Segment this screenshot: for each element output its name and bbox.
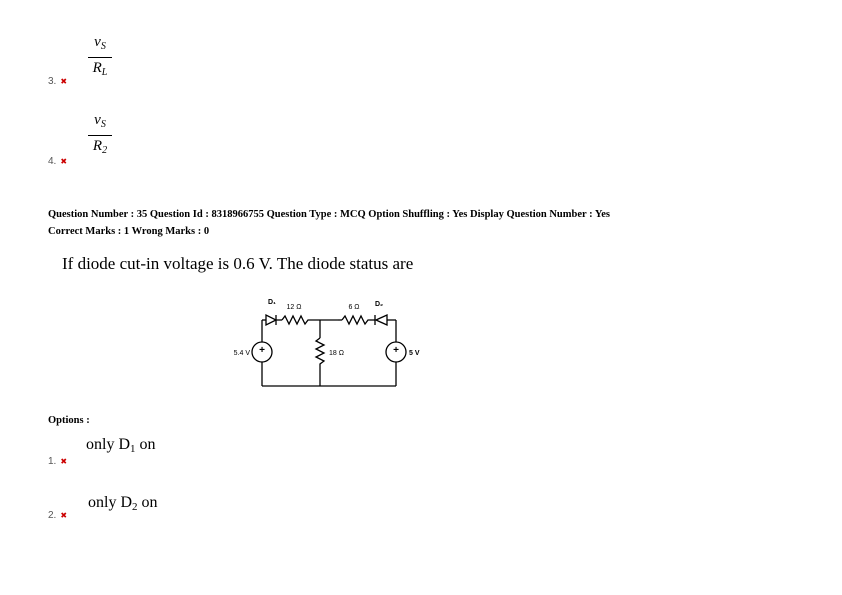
option-3-number: 3. ✖ — [48, 76, 68, 87]
numerator: $v_S$ — [94, 112, 106, 130]
resistor-18-icon — [316, 338, 324, 366]
option-4-number: 4. ✖ — [48, 156, 68, 167]
r18-label: 18 Ω — [329, 350, 344, 357]
plus-sign: + — [259, 345, 265, 356]
option-2-text: only D2 on — [88, 494, 158, 513]
resistor-12-icon — [282, 316, 310, 324]
options-heading: Options : — [48, 415, 90, 426]
option-4-fraction — [88, 111, 112, 160]
d1-label: D₁ — [268, 299, 276, 306]
wrong-mark-icon: ✖ — [60, 511, 68, 520]
wrong-mark-icon: ✖ — [60, 457, 68, 466]
question-text: If diode cut-in voltage is 0.6 V. The diode status are — [62, 254, 414, 273]
left-source-label: 5.4 V — [233, 350, 250, 357]
r6-label: 6 Ω — [348, 304, 360, 311]
question-marks: Correct Marks : 1 Wrong Marks : 0 — [48, 226, 210, 237]
option-1-number[interactable]: 1. ✖ — [48, 456, 68, 467]
denominator: $R_L$ — [92, 60, 108, 78]
option-3-fraction — [88, 33, 112, 82]
wrong-mark-icon: ✖ — [60, 157, 68, 166]
diode-d2-icon — [375, 315, 387, 325]
circuit-diagram — [210, 290, 440, 390]
right-source-label: 5 V — [409, 350, 420, 357]
option-1-text: only D1 on — [86, 436, 156, 455]
plus-sign: + — [393, 345, 399, 356]
diode-d1-icon — [266, 315, 278, 325]
d2-label: D₂ — [375, 301, 384, 308]
resistor-6-icon — [342, 316, 370, 324]
option-2-number[interactable]: 2. ✖ — [48, 510, 68, 521]
numerator: $v_S$ — [94, 34, 106, 52]
question-meta: Question Number : 35 Question Id : 8318966755 Question Type : MCQ Option Shuffling : Yes Display Question Number : Yes — [48, 209, 611, 220]
r12-label: 12 Ω — [286, 304, 302, 311]
wrong-mark-icon: ✖ — [60, 77, 68, 86]
denominator: $R_2$ — [92, 138, 108, 156]
fraction-bar — [88, 57, 112, 58]
fraction-bar — [88, 135, 112, 136]
